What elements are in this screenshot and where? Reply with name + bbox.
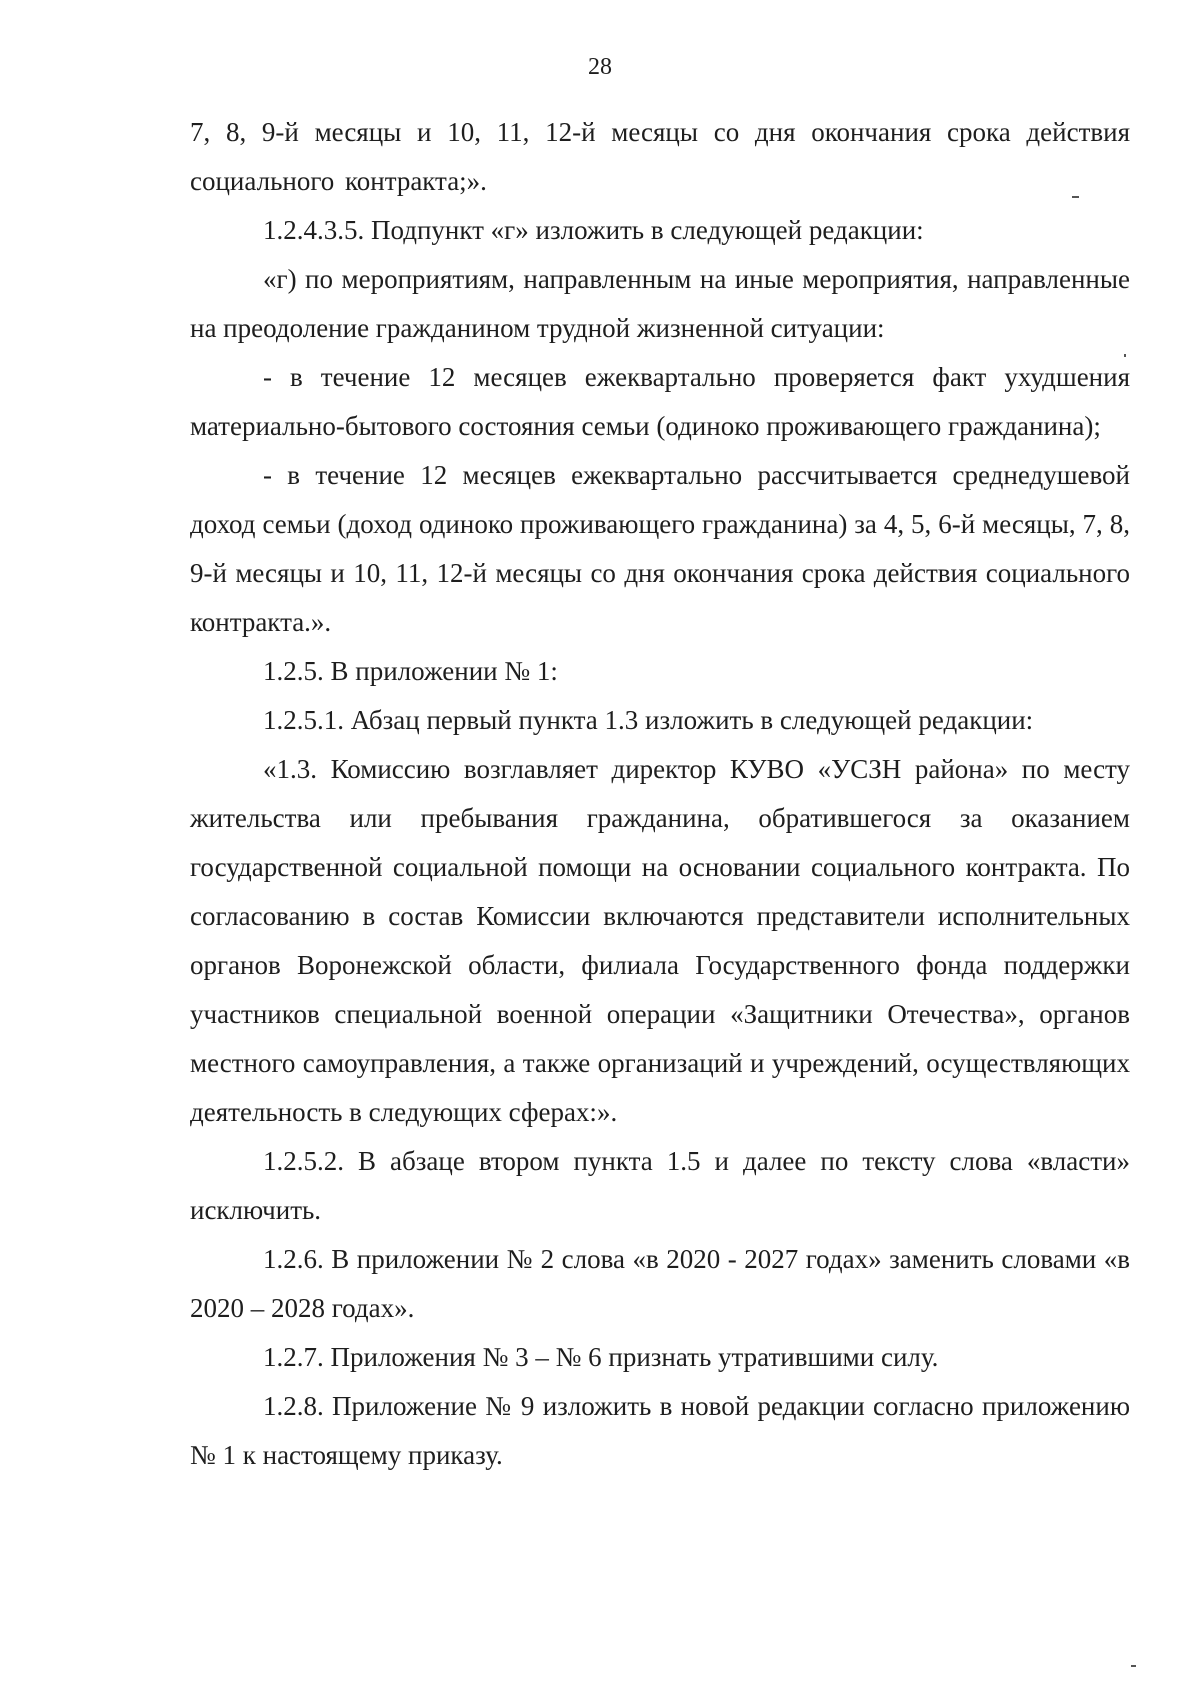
paragraph-commission: «1.3. Комиссию возглавляет директор КУВО «УСЗН района» по месту жительства или пребывания гражданина, обратившегося за оказанием государственной социальной помощи на основании социального контракта. По согласованию в состав Комиссии включаются представители исполнительных органов Воронежской области, филиала Государственного фонда поддержки участников специальной военной операции «Защитники Отечества», органов местного самоуправления, а также организаций и учреждений, осуществляющих деятельность в следующих сферах:».: [190, 754, 1130, 1127]
scan-speck: [1124, 354, 1126, 357]
paragraph-1-2-5: 1.2.5. В приложении № 1:: [263, 656, 558, 686]
scan-speck: [1131, 1665, 1136, 1667]
paragraph-1-2-5-2: 1.2.5.2. В абзаце втором пункта 1.5 и далее по тексту слова «власти» исключить.: [190, 1146, 1130, 1225]
page-number: 28: [588, 54, 612, 80]
paragraph-continuation: 7, 8, 9-й месяцы и 10, 11, 12-й месяцы со дня окончания срока действия социального контракта;».: [190, 117, 1130, 196]
paragraph-bullet-income: - в течение 12 месяцев ежеквартально рассчитывается среднедушевой доход семьи (доход одиноко проживающего гражданина) за 4, 5, 6-й месяцы, 7, 8, 9-й месяцы и 10, 11, 12-й месяцы со дня окончания срока действия социального контракта.».: [190, 460, 1130, 637]
document-body: [190, 108, 1130, 1480]
paragraph-subitem-g: «г) по мероприятиям, направленным на иные мероприятия, направленные на преодоление гражданином трудной жизненной ситуации:: [190, 264, 1130, 343]
paragraph-bullet-check: - в течение 12 месяцев ежеквартально проверяется факт ухудшения материально-бытового состояния семьи (одиноко проживающего гражданина);: [190, 362, 1130, 441]
paragraph-1-2-8: 1.2.8. Приложение № 9 изложить в новой редакции согласно приложению № 1 к настоящему приказу.: [190, 1391, 1130, 1470]
paragraph-1-2-5-1: 1.2.5.1. Абзац первый пункта 1.3 изложить в следующей редакции:: [263, 705, 1034, 735]
paragraph-1-2-7: 1.2.7. Приложения № 3 – № 6 признать утратившими силу.: [263, 1342, 939, 1372]
paragraph-1-2-4-3-5: 1.2.4.3.5. Подпункт «г» изложить в следующей редакции:: [263, 215, 924, 245]
paragraph-1-2-6: 1.2.6. В приложении № 2 слова «в 2020 - 2027 годах» заменить словами «в 2020 – 2028 годах».: [190, 1244, 1130, 1323]
scan-speck: [1072, 196, 1079, 198]
